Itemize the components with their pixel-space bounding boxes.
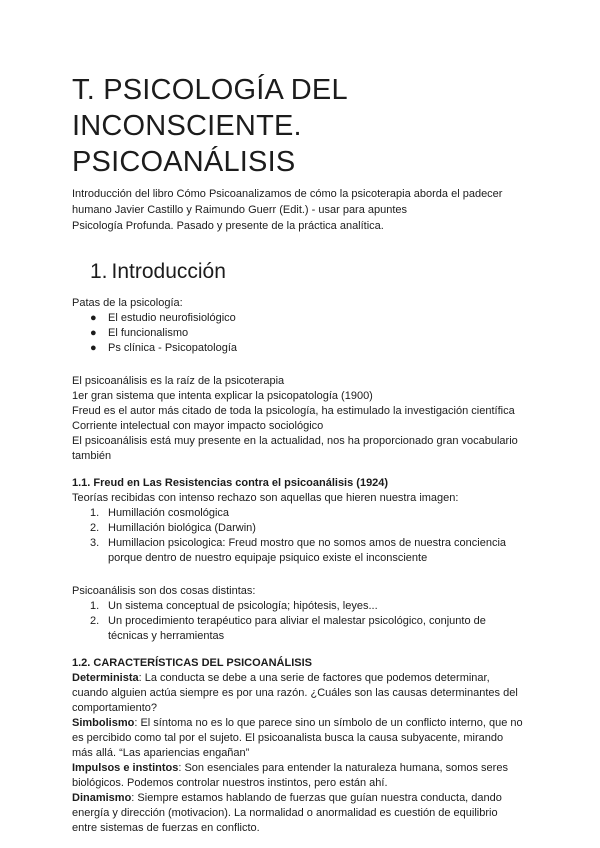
subtitle-line: Psicología Profunda. Pasado y presente de la práctica analítica. [72, 220, 384, 232]
list-item: 3. Humillacion psicologica: Freud mostro que no somos amos de nuestra conciencia porque dentro de nuestro equipaje psiquico existe el inconsciente [90, 537, 507, 564]
term-label: Dinamismo [72, 792, 132, 804]
paragraph-line: también [72, 450, 112, 462]
paragraph-line: 1er gran sistema que intenta explicar la psicopatología (1900) [72, 390, 373, 402]
intro-paragraph [72, 374, 532, 464]
title-line: T. PSICOLOGÍA DEL [72, 74, 348, 106]
paragraph-line: El psicoanálisis es la raíz de la psicoterapia [72, 375, 285, 387]
paragraph-line: Corriente intelectual con mayor impacto sociológico [72, 420, 324, 432]
bullet-icon: ● [90, 342, 97, 354]
bullet-icon: ● [90, 312, 97, 324]
list-item: ● El estudio neurofisiológico [90, 312, 236, 324]
resistencias-intro: Teorías recibidas con intenso rechazo son aquellas que hieren nuestra imagen: [72, 492, 459, 504]
section-heading-introduccion [90, 258, 532, 286]
list-item: 1. Un sistema conceptual de psicología; hipótesis, leyes... [90, 600, 378, 612]
document-title [72, 72, 532, 180]
term-label: Impulsos e instintos [72, 762, 179, 774]
subtitle-line: humano Javier Castillo y Raimundo Guerr (Edit.) - usar para apuntes [72, 204, 408, 216]
section-title: Introducción [111, 260, 226, 283]
characteristic-impulsos: Impulsos e instintos: Son esenciales para entender la naturaleza humana, somos seres biológicos. Podemos controlar nuestros instintos, pero están ahí. [72, 762, 508, 789]
characteristic-dinamismo: Dinamismo: Siempre estamos hablando de fuerzas que guían nuestra conducta, dando energía y dirección (motivacion). La normalidad o anormalidad es cuestión de equilibrio entre sistemas de fuerzas en conflicto. [72, 792, 502, 834]
document-subtitle [72, 186, 532, 234]
term-label: Simbolismo [72, 717, 135, 729]
characteristic-simbolismo: Simbolismo: El síntoma no es lo que parece sino un símbolo de un conflicto interno, que no es percibido como tal por el sujeto. El psicoanalista busca la causa subyacente, mirando más allá. “Las apariencias engañan” [72, 717, 523, 759]
characteristic-determinista: Determinista: La conducta se debe a una serie de factores que podemos determinar, cuando alguien actúa siempre es por una razón. ¿Cuáles son las causas determinantes del comportamiento? [72, 672, 518, 714]
list-item: 2. Humillación biológica (Darwin) [90, 522, 256, 534]
subsection-heading-resistencias: 1.1. Freud en Las Resistencias contra el psicoanálisis (1924) [72, 477, 389, 489]
term-label: Determinista [72, 672, 139, 684]
paragraph-line: Freud es el autor más citado de toda la psicología, ha estimulado la investigación científica [72, 405, 515, 417]
title-line: INCONSCIENTE. PSICOANÁLISIS [72, 110, 302, 178]
document-page [72, 72, 532, 836]
list-item: ● El funcionalismo [90, 327, 189, 339]
humillaciones-list [72, 506, 532, 566]
list-item: 2. Un procedimiento terapéutico para aliviar el malestar psicológico, conjunto de técnicas y herramientas [90, 615, 486, 642]
dos-cosas-list [72, 599, 532, 644]
subsection-heading-caracteristicas: 1.2. CARACTERÍSTICAS DEL PSICOANÁLISIS [72, 657, 312, 669]
subtitle-line: Introducción del libro Cómo Psicoanalizamos de cómo la psicoterapia aborda el padecer [72, 188, 503, 200]
list-item: 1. Humillación cosmológica [90, 507, 230, 519]
list-item: ● Ps clínica - Psicopatología [90, 342, 238, 354]
paragraph-line: El psicoanálisis está muy presente en la actualidad, nos ha proporcionado gran vocabulario [72, 435, 518, 447]
patas-label: Patas de la psicología: [72, 297, 183, 309]
bullet-icon: ● [90, 327, 97, 339]
section-number: 1. [90, 260, 108, 283]
dos-cosas-intro: Psicoanálisis son dos cosas distintas: [72, 585, 256, 597]
patas-list [72, 311, 532, 356]
